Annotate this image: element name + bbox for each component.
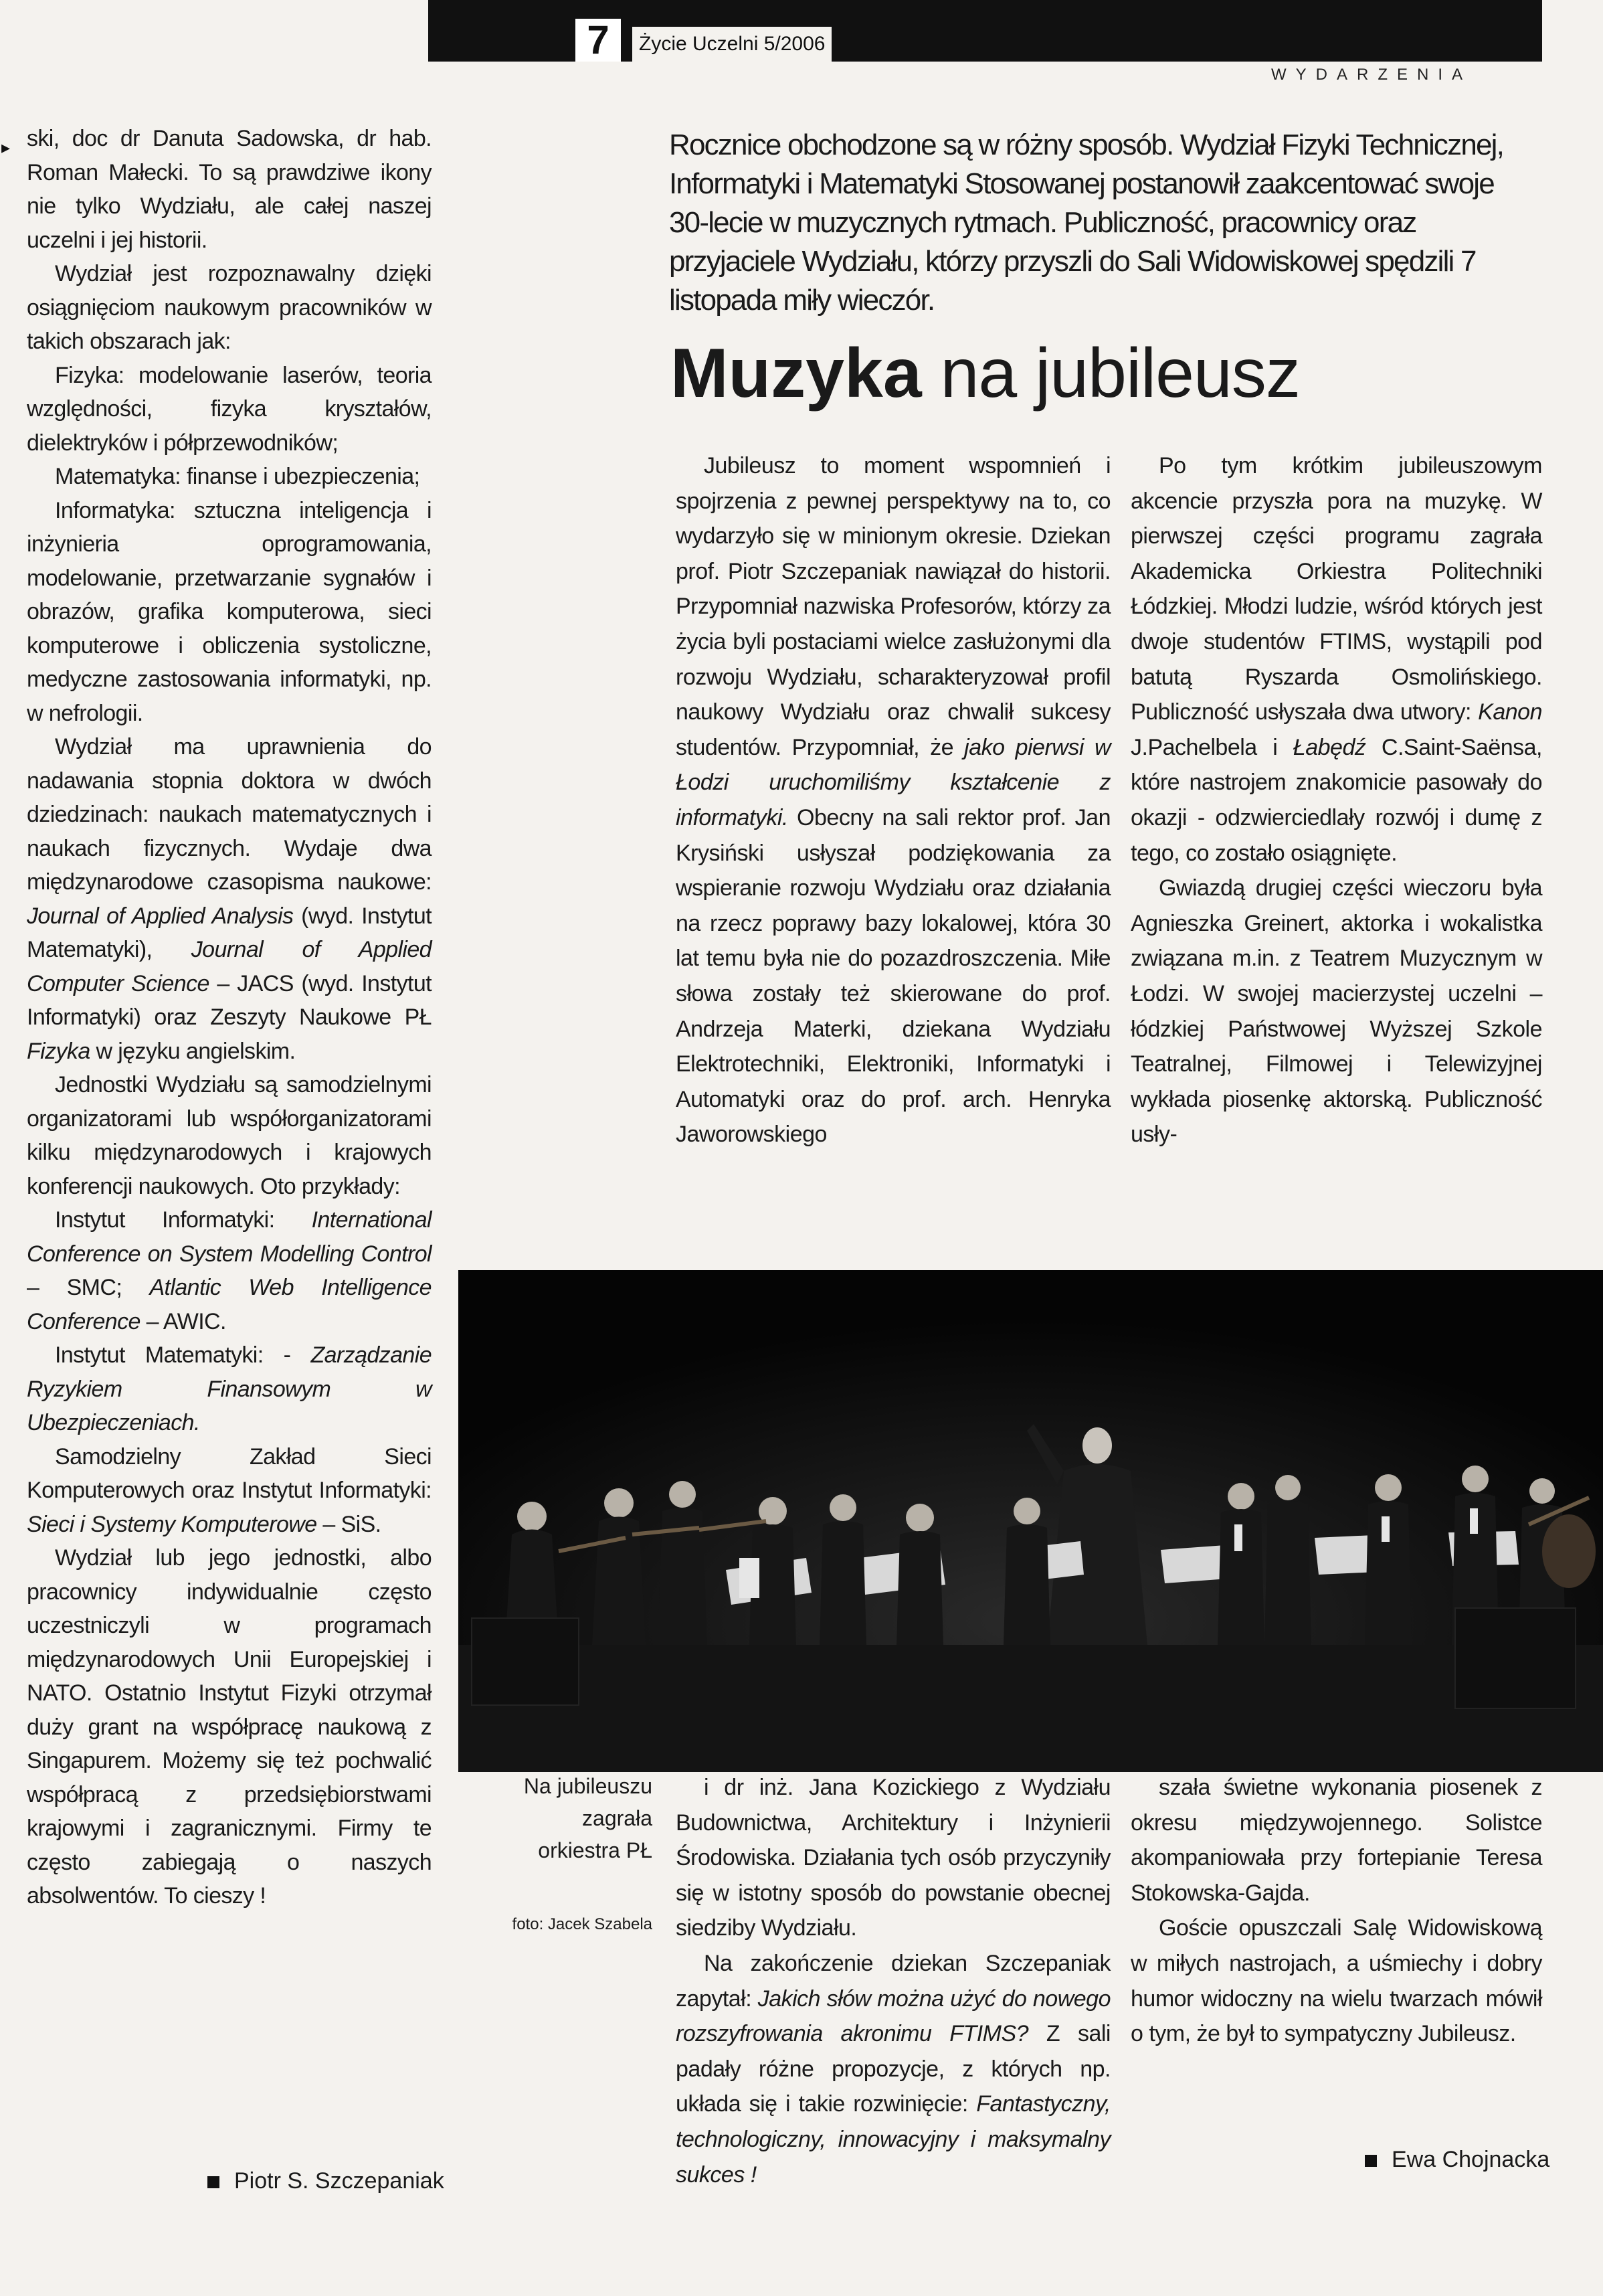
paragraph xyxy=(27,1541,432,1913)
text-run: Informatyka: sztuczna inteligencja i inżynieria oprogramowania, modelowanie, przetwarzanie sygnałów i obrazów, grafika komputerowa, sieci komputerowe i obliczenia systoliczne, medyczne zastosowania informatyki, np. w nefrologii. xyxy=(27,497,432,726)
paragraph xyxy=(676,1946,1111,2192)
italic-run: Łabędź xyxy=(1293,734,1366,760)
text-run: – AWIC. xyxy=(140,1308,226,1334)
bullet-square-icon xyxy=(1365,2155,1377,2167)
italic-run: Zarządzanie Ryzykiem Finansowym w Ubezpieczeniach. xyxy=(27,1342,432,1435)
italic-run: Fizyka xyxy=(27,1038,90,1064)
italic-run: Jakich słów można użyć do nowego rozszyfrowania akronimu FTIMS? xyxy=(676,1985,1111,2047)
author-right: Ewa Chojnacka xyxy=(1365,2147,1549,2173)
text-run: Na zakończenie dziekan Szczepaniak zapytał: xyxy=(676,1950,1111,2012)
italic-run: jako pierwsi w Łodzi uruchomiliśmy kształcenie z informatyki. xyxy=(676,734,1111,830)
paragraph xyxy=(1131,871,1542,1152)
orchestra-photo-svg xyxy=(458,1270,1603,1772)
text-run: C.Saint-Saënsa, które nastrojem znakomicie pasowały do okazji - odzwierciedlały rozwój i dumę z tego, co zostało osiągnięte. xyxy=(1131,734,1542,866)
photo-credit: foto: Jacek Szabela xyxy=(512,1915,652,1933)
paragraph xyxy=(27,730,432,1068)
paragraph xyxy=(27,359,432,460)
text-run: Wydział jest rozpoznawalny dzięki osiągnięciom naukowym pracowników w takich obszarach jak: xyxy=(27,261,432,354)
article-headline xyxy=(670,333,1300,414)
text-run: ski, doc dr Danuta Sadowska, dr hab. Roman Małecki. To są prawdziwe ikony nie tylko Wydziału, ale całej naszej uczelni i jej historii. xyxy=(27,126,432,253)
page-number: 7 xyxy=(587,17,609,62)
text-run: Jubileusz to moment wspomnień i spojrzenia z pewnej perspektywy na to, co wydarzyło się w minionym okresie. Dziekan prof. Piotr Szczepaniak nawiązał do historii. Przypomniał nazwiska Profesorów, którzy za życia byli postaciami wielce zasłużonymi dla rozwoju Wydziału, scharakteryzował profil naukowy Wydziału oraz chwalił sukcesy studentów. Przypomniał, że xyxy=(676,453,1111,760)
right-column xyxy=(1131,448,1542,1152)
italic-run: Atlantic Web Intelligence Conference xyxy=(27,1275,432,1334)
left-column xyxy=(27,122,432,1913)
text-run: Instytut Informatyki: xyxy=(55,1207,312,1233)
paragraph xyxy=(1131,1911,1542,2051)
text-run: Samodzielny Zakład Sieci Komputerowych oraz Instytut Informatyki: xyxy=(27,1443,432,1503)
text-run: Po tym krótkim jubileuszowym akcencie przyszła pora na muzykę. W pierwszej części programu zagrała Akademicka Orkiestra Politechniki Łódzkiej. Młodzi ludzie, wśród których jest dwoje studentów FTIMS, wystąpili pod batutą Ryszarda Osmolińskiego. Publiczność usłyszała dwa utwory: xyxy=(1131,453,1542,725)
paragraph xyxy=(27,122,432,257)
text-run: szała świetne wykonania piosenek z okresu międzywojennego. Solistce akompaniowała przy fortepianie Teresa Stokowska-Gajda. xyxy=(1131,1775,1542,1906)
text-run: Jednostki Wydziału są samodzielnymi organizatorami lub współorganizatorami kilku międzynarodowych i krajowych konferencji naukowych. Oto przykłady: xyxy=(27,1072,432,1199)
text-run: Goście opuszczali Salę Widowiskową w miłych nastrojach, a uśmiechy i dobry humor widoczny na wielu twarzach mówił o tym, że był to sympatyczny Jubileusz. xyxy=(1131,1915,1542,2047)
bottom-right-column xyxy=(1131,1770,1542,2052)
publication-title: Życie Uczelni 5/2006 xyxy=(632,27,832,62)
headline-bold: Muzyka xyxy=(670,335,922,412)
text-run: Wydział ma uprawnienia do nadawania stopnia doktora w dwóch dziedzinach: naukach matematycznych i naukach fizycznych. Wydaje dwa międzynarodowe czasopisma naukowe: xyxy=(27,734,432,895)
paragraph xyxy=(27,460,432,494)
paragraph xyxy=(27,494,432,731)
article-lead: Rocznice obchodzone są w różny sposób. Wydział Fizyki Technicznej, Informatyki i Matematyki Stosowanej postanowił zaakcentować swoje 30-lecie w muzycznych rytmach. Publiczność, pracownicy oraz przyjaciele Wydziału, którzy przyszli do Sali Widowiskowej spędzili 7 listopada miły wieczór. xyxy=(669,128,1504,317)
italic-run: Journal of Applied Analysis xyxy=(27,903,294,929)
continuation-arrow-icon: ▸ xyxy=(1,137,11,157)
italic-run: Journal of Applied Computer Science xyxy=(27,937,432,996)
speaker-right xyxy=(1455,1608,1576,1708)
paragraph xyxy=(27,257,432,359)
orchestra-photo xyxy=(458,1270,1603,1772)
text-run: Instytut Matematyki: - xyxy=(55,1342,311,1368)
text-run: Z sali padały różne propozycje, z których np. układa się i takie rozwinięcie: xyxy=(676,2021,1111,2117)
middle-column xyxy=(676,448,1111,1152)
italic-run: International Conference on System Modelling Control xyxy=(27,1207,432,1267)
photo-caption: Na jubileuszu zagrała orkiestra PŁ xyxy=(523,1774,652,1862)
paragraph xyxy=(1131,1770,1542,1911)
text-run: – JACS (wyd. Instytut Informatyki) oraz Zeszyty Naukowe PŁ xyxy=(27,970,432,1030)
page-number-box xyxy=(575,19,621,62)
text-run: i dr inż. Jana Kozickiego z Wydziału Budownictwa, Architektury i Inżynierii Środowiska. Działania tych osób przyczyniły się w istotny sposób do powstanie obecnej siedziby Wydziału. xyxy=(676,1775,1111,1941)
headline-rest: na jubileusz xyxy=(921,335,1300,412)
section-label: WYDARZENIA xyxy=(1271,66,1473,84)
text-run: Fizyka: modelowanie laserów, teoria względności, fizyka kryształów, dielektryków i półprzewodników; xyxy=(27,362,432,456)
text-run: Matematyka: finanse i ubezpieczenia; xyxy=(55,464,420,489)
paragraph xyxy=(1131,448,1542,871)
paragraph xyxy=(27,1440,432,1542)
bullet-square-icon xyxy=(207,2176,219,2188)
italic-run: Kanon xyxy=(1478,699,1542,725)
text-run: – SiS. xyxy=(316,1511,381,1537)
italic-run: Fantastyczny, technologiczny, innowacyjny i maksymalny sukces ! xyxy=(676,2091,1111,2188)
text-run: Wydział lub jego jednostki, albo pracownicy indywidualnie często uczestniczyli w programach międzynarodowych Unii Europejskiej i NATO. Ostatnio Instytut Fizyki otrzymał duży grant na współpracę naukową z Singapurem. Możemy się też pochwalić współpracą z przedsiębiorstwami krajowymi i zagranicznymi. Firmy te często zabiegają o naszych absolwentów. To cieszy ! xyxy=(27,1545,432,1909)
text-run: (wyd. Instytut Matematyki), xyxy=(27,903,432,962)
paragraph xyxy=(27,1203,432,1338)
paragraph xyxy=(27,1068,432,1203)
paragraph xyxy=(27,1338,432,1440)
text-run: w języku angielskim. xyxy=(90,1038,296,1064)
text-run: – SMC; xyxy=(27,1275,150,1300)
text-run: Obecny na sali rektor prof. Jan Krysiński usłyszał podziękowania za wspieranie rozwoju Wydziału oraz działania na rzecz poprawy bazy lokalowej, która 30 lat temu była nie do pozazdroszczenia. Miłe słowa zostały też skierowane do prof. Andrzeja Materki, dziekana Wydziału Elektrotechniki, Elektroniki, Informatyki i Automatyki oraz do prof. arch. Henryka Jaworowskiego xyxy=(676,804,1111,1148)
text-run: J.Pachelbela i xyxy=(1131,734,1293,760)
italic-run: Sieci i Systemy Komputerowe xyxy=(27,1511,317,1537)
bottom-middle-column xyxy=(676,1770,1111,2192)
paragraph xyxy=(676,1770,1111,1946)
speaker-left xyxy=(472,1618,579,1705)
author-left: Piotr S. Szczepaniak xyxy=(207,2168,444,2194)
text-run: Gwiazdą drugiej części wieczoru była Agnieszka Greinert, aktorka i wokalistka związana m.in. z Teatrem Muzycznym w Łodzi. W swojej macierzystej uczelni – łódzkiej Państwowej Wyższej Szkole Teatralnej, Filmowej i Telewizyjnej wykłada piosenkę aktorską. Publiczność usły- xyxy=(1131,875,1542,1148)
paragraph xyxy=(676,448,1111,1152)
